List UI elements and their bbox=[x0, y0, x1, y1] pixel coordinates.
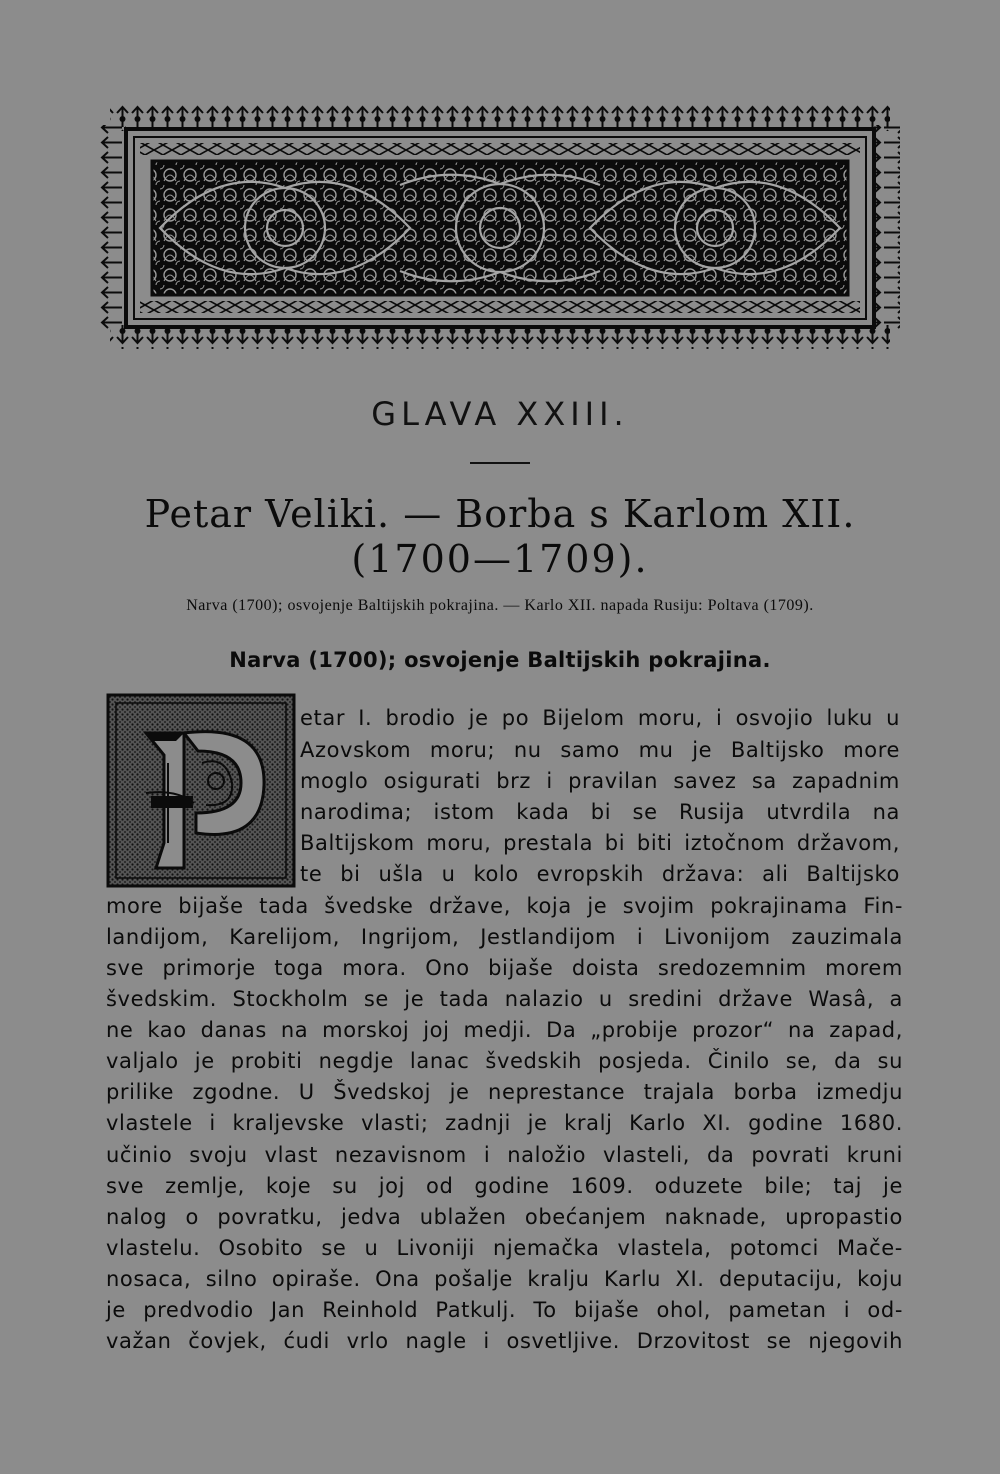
section-heading: Narva (1700); osvojenje Baltijskih pokrajina. bbox=[229, 648, 771, 672]
chapter-number: GLAVA XXIII. bbox=[371, 395, 629, 433]
chapter-summary: Narva (1700); osvojenje Baltijskih pokrajina. — Karlo XII. napada Rusiju: Poltava (1709). bbox=[186, 597, 814, 614]
chapter-divider-rule bbox=[470, 462, 530, 464]
body-text-line: sve primorje toga mora. Ono bijaše doista sredozemnim morem bbox=[106, 956, 903, 980]
body-text-line: more bijaše tada švedske države, koja je svojim pokrajinama Fin- bbox=[106, 894, 903, 918]
body-text-line: nosaca, silno opiraše. Ona pošalje kralju Karlu XI. deputaciju, koju bbox=[106, 1267, 903, 1291]
ornamental-header-band bbox=[100, 105, 900, 350]
body-text-line: vlastele i kraljevske vlasti; zadnji je kralj Karlo XI. godine 1680. bbox=[106, 1111, 903, 1135]
body-text-line: etar I. brodio je po Bijelom moru, i osvojio luku u bbox=[300, 706, 900, 730]
body-text-line: landijom, Karelijom, Ingrijom, Jestlandijom i Livonijom zauzimala bbox=[106, 925, 903, 949]
body-text-line: narodima; istom kada bi se Rusija utvrdila na bbox=[300, 800, 900, 824]
body-text-line: švedskim. Stockholm se je tada nalazio u sredini države Wasâ, a bbox=[106, 987, 903, 1011]
body-text-line: valjalo je probiti negdje lanac švedskih posjeda. Činilo se, da su bbox=[106, 1049, 903, 1073]
body-text-line: Azovskom moru; nu samo mu je Baltijsko more bbox=[300, 738, 900, 762]
body-text-line: ne kao danas na morskoj joj medji. Da „probije prozor“ na zapad, bbox=[106, 1018, 903, 1042]
body-text-line: učinio svoju vlast nezavisnom i naložio vlasteli, da povrati kruni bbox=[106, 1143, 903, 1167]
body-text-line: moglo osigurati brz i pravilan savez sa zapadnim bbox=[300, 769, 900, 793]
body-text-line: nalog o povratku, jedva ublažen obećanjem naknade, upropastio bbox=[106, 1205, 903, 1229]
body-text-line: prilike zgodne. U Švedskoj je neprestance trajala borba izmedju bbox=[106, 1080, 903, 1104]
body-text-line: te bi ušla u kolo evropskih država: ali Baltijsko bbox=[300, 862, 900, 886]
chapter-title: Petar Veliki. — Borba s Karlom XII. bbox=[144, 492, 856, 536]
body-text-line: Baltijskom moru, prestala bi biti iztočnom državom, bbox=[300, 831, 900, 855]
body-text-line: je predvodio Jan Reinhold Patkulj. To bijaše ohol, pametan i od- bbox=[106, 1298, 903, 1322]
chapter-title-dates: (1700—1709). bbox=[351, 537, 649, 581]
body-text-line: važan čovjek, ćudi vrlo nagle i osvetljive. Drzovitost se njegovih bbox=[106, 1329, 903, 1353]
body-text-line: vlastelu. Osobito se u Livoniji njemačka vlastela, potomci Mače- bbox=[106, 1236, 903, 1260]
body-text-line: sve zemlje, koje su joj od godine 1609. oduzete bile; taj je bbox=[106, 1174, 903, 1198]
ornamental-drop-cap bbox=[106, 693, 296, 888]
